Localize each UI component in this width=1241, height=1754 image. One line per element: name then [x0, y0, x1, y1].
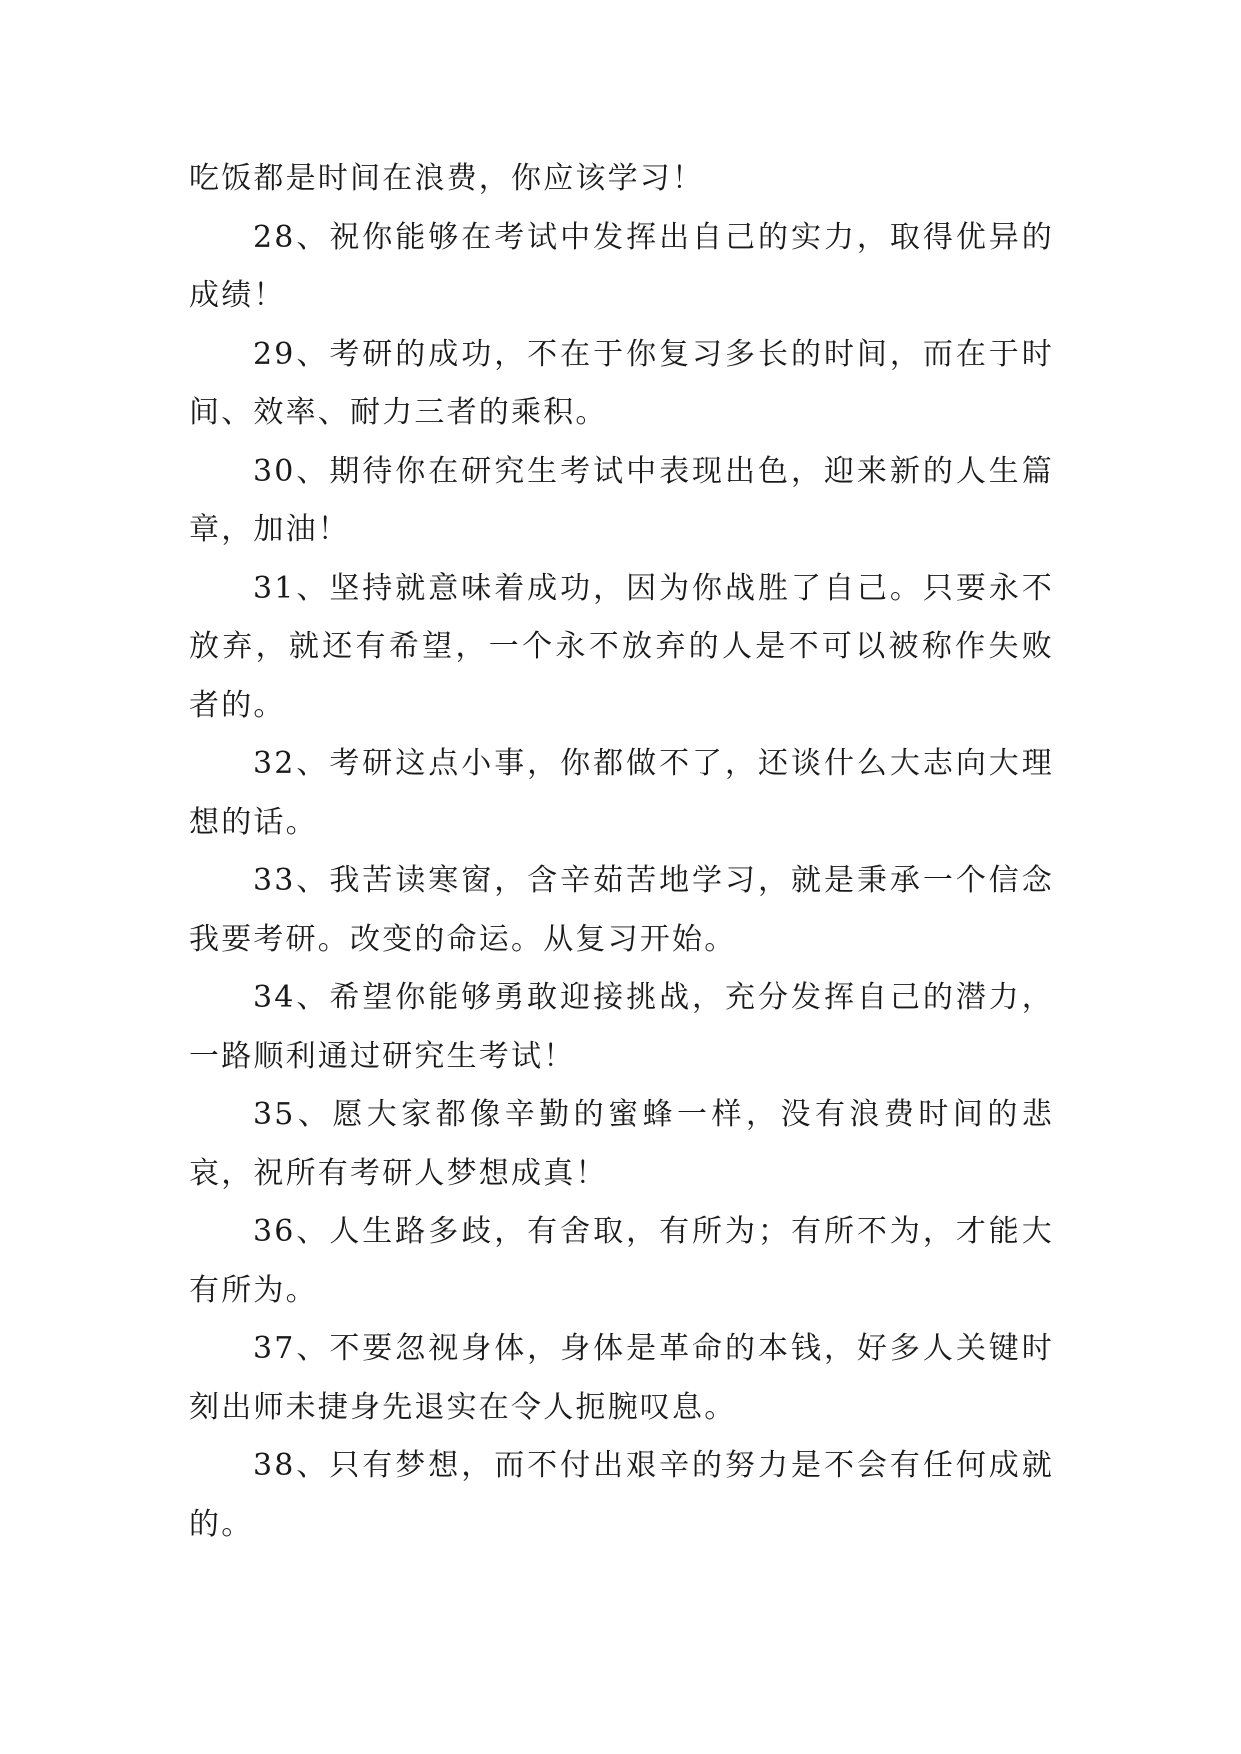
paragraph-item-36: 36、人生路多歧，有舍取，有所为；有所不为，才能大有所为。	[189, 1214, 1054, 1308]
paragraph-item-32: 32、考研这点小事，你都做不了，还谈什么大志向大理想的话。	[189, 746, 1054, 840]
document-page	[189, 150, 1054, 1554]
paragraph-item-38: 38、只有梦想，而不付出艰辛的努力是不会有任何成就的。	[189, 1448, 1054, 1542]
paragraph-item-33: 33、我苦读寒窗，含辛茹苦地学习，就是秉承一个信念我要考研。改变的命运。从复习开始。	[189, 863, 1054, 957]
paragraph-item-35: 35、愿大家都像辛勤的蜜蜂一样，没有浪费时间的悲哀，祝所有考研人梦想成真！	[189, 1097, 1054, 1191]
paragraph-item-37: 37、不要忽视身体，身体是革命的本钱，好多人关键时刻出师未捷身先退实在令人扼腕叹息。	[189, 1331, 1054, 1425]
paragraph-item-28: 28、祝你能够在考试中发挥出自己的实力，取得优异的成绩！	[189, 219, 1054, 313]
paragraph-item-34: 34、希望你能够勇敢迎接挑战，充分发挥自己的潜力，一路顺利通过研究生考试！	[189, 980, 1054, 1074]
paragraph-item-29: 29、考研的成功，不在于你复习多长的时间，而在于时间、效率、耐力三者的乘积。	[189, 336, 1054, 430]
paragraph-item-31: 31、坚持就意味着成功，因为你战胜了自己。只要永不放弃，就还有希望，一个永不放弃的人是不可以被称作失败者的。	[189, 570, 1054, 723]
paragraph-continuation: 吃饭都是时间在浪费，你应该学习！	[189, 161, 705, 196]
paragraph-item-30: 30、期待你在研究生考试中表现出色，迎来新的人生篇章，加油！	[189, 453, 1054, 547]
